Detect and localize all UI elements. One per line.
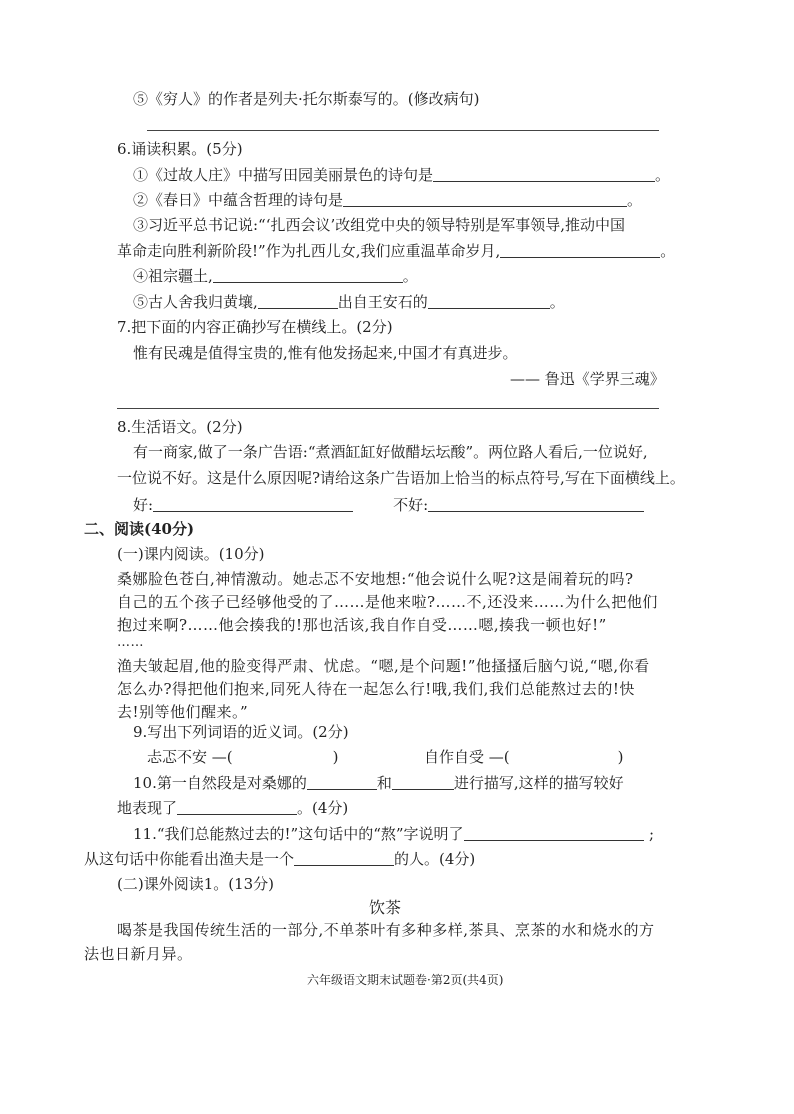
- q9-title: 9.写出下列词语的近义词。(2分): [133, 723, 349, 741]
- q6-item2-blank[interactable]: [343, 190, 627, 207]
- q8-title: 8.生活语文。(2分): [117, 418, 243, 436]
- q7-source: —— 鲁迅《学界三魂》: [510, 370, 665, 388]
- q10-line2: [117, 797, 348, 819]
- passage-ellipsis: ……: [117, 635, 144, 650]
- q6-item2-period: 。: [627, 191, 643, 209]
- q6-title: 6.诵读积累。(5分): [117, 140, 243, 158]
- article-title: 饮茶: [369, 898, 402, 917]
- q11-text-b: 从这句话中你能看出渔夫是一个: [84, 850, 295, 868]
- q6-item2: [133, 189, 642, 211]
- passage-p2-line1: 渔夫皱起眉,他的脸变得严肃、忧虑。“嗯,是个问题!”他搔搔后脑勺说,“嗯,你看: [117, 657, 650, 675]
- q6-item5-blank2[interactable]: [428, 292, 550, 309]
- q10-blank1[interactable]: [307, 773, 377, 790]
- q8-line2: 一位说不好。这是什么原因呢?请给这条广告语加上恰当的标点符号,写在下面横线上。: [117, 469, 685, 487]
- q8-answers: [133, 494, 644, 516]
- q6-item5-blank1[interactable]: [258, 292, 338, 309]
- q9-word1: [147, 746, 338, 768]
- q6-item3-line2: [117, 240, 675, 262]
- q6-item4-blank[interactable]: [213, 266, 403, 283]
- q6-item5-text-b: 出自王安石的: [337, 293, 428, 311]
- section2-title: 二、阅读(40分): [84, 520, 195, 538]
- q11-blank1[interactable]: [464, 824, 644, 841]
- q8-good-label: 好:: [133, 496, 154, 514]
- q11-line2: [84, 848, 475, 870]
- q7-quote: 惟有民魂是值得宝贵的,惟有他发扬起来,中国才有真进步。: [133, 344, 518, 362]
- q9-word1-text: 忐忑不安 —(: [147, 748, 233, 766]
- q10-text-b: 和: [376, 774, 392, 792]
- passage-p2-line2: 怎么办?得把他们抱来,同死人待在一起怎么行!哦,我们,我们总能熬过去的!快: [117, 680, 635, 698]
- q6-item1-period: 。: [655, 166, 671, 184]
- q6-item5: [133, 291, 565, 313]
- q10-text-a: 10.第一自然段是对桑娜的: [133, 774, 307, 792]
- q6-item4: [133, 265, 418, 287]
- q11-text-a: 11.“我们总能熬过去的!”这句话中的“熬”字说明了: [133, 825, 464, 843]
- q8-bad-blank[interactable]: [428, 495, 644, 512]
- q10-blank3[interactable]: [177, 798, 297, 815]
- q8-line1: 有一商家,做了一条广告语:“煮酒缸缸好做醋坛坛酸”。两位路人看后,一位说好,: [133, 443, 648, 461]
- q7-answer-line[interactable]: [117, 408, 659, 409]
- q10-text-d: 地表现了: [117, 799, 178, 817]
- q8-good-blank[interactable]: [153, 495, 353, 512]
- q10-blank2[interactable]: [392, 773, 454, 790]
- passage-p1-line1: 桑娜脸色苍白,神情激动。她忐忑不安地想:“他会说什么呢?这是闹着玩的吗?: [117, 570, 634, 588]
- q6-item5-period: 。: [549, 293, 565, 311]
- q6-item4-period: 。: [402, 267, 418, 285]
- q6-item5-text-a: ⑤古人舍我归黄壤,: [133, 293, 258, 311]
- article-line2: 法也日新月异。: [84, 945, 193, 963]
- q6-item1-text: ①《过故人庄》中描写田园美丽景色的诗句是: [133, 166, 434, 184]
- q10-text-c: 进行描写,这样的描写较好: [453, 774, 624, 792]
- q6-item3-line1: ③习近平总书记说:“‘扎西会议’改组党中央的领导特别是军事领导,推动中国: [133, 216, 626, 234]
- q10-line1: [133, 772, 624, 794]
- q11-line1: [133, 823, 644, 845]
- part1-title: (一)课内阅读。(10分): [117, 545, 265, 563]
- q6-item2-text: ②《春日》中蕴含哲理的诗句是: [133, 191, 344, 209]
- q6-item3-period: 。: [660, 242, 676, 260]
- q6-item4-text: ④祖宗疆土,: [133, 267, 213, 285]
- q9-word1-close: ): [332, 748, 339, 766]
- page-footer: 六年级语文期末试题卷·第2页(共4页): [307, 973, 504, 987]
- q11-blank2[interactable]: [294, 849, 394, 866]
- passage-p1-line2: 自己的五个孩子已经够他受的了……是他来啦?……不,还没来……为什么把他们: [117, 593, 658, 611]
- q10-text-e: 。(4分): [297, 799, 349, 817]
- part2-title: (二)课外阅读1。(13分): [117, 875, 275, 893]
- q5-item5-text: ⑤《穷人》的作者是列夫·托尔斯泰写的。(修改病句): [133, 90, 480, 108]
- q9-word2: [424, 746, 623, 768]
- q6-item1-blank[interactable]: [433, 165, 655, 182]
- q9-word2-text: 自作自受 —(: [424, 748, 510, 766]
- q6-item3-blank[interactable]: [500, 241, 660, 258]
- q11-text-c: 的人。(4分): [394, 850, 476, 868]
- q8-bad-label: 不好:: [393, 496, 429, 514]
- q5-answer-line[interactable]: [147, 130, 659, 131]
- q6-item3-line2-text: 革命走向胜利新阶段!”作为扎西儿女,我们应重温革命岁月,: [117, 242, 501, 260]
- q6-item1: [133, 164, 670, 186]
- q9-word2-close: ): [617, 748, 624, 766]
- q11-semicolon: ;: [649, 825, 655, 843]
- article-line1: 喝茶是我国传统生活的一部分,不单茶叶有多种多样,茶具、烹茶的水和烧水的方: [117, 921, 655, 939]
- passage-p2-line3: 去!别等他们醒来。”: [117, 703, 249, 721]
- q7-title: 7.把下面的内容正确抄写在横线上。(2分): [117, 318, 393, 336]
- passage-p1-line3: 抱过来啊?……他会揍我的!那也活该,我自作自受……嗯,揍我一顿也好!”: [117, 616, 607, 634]
